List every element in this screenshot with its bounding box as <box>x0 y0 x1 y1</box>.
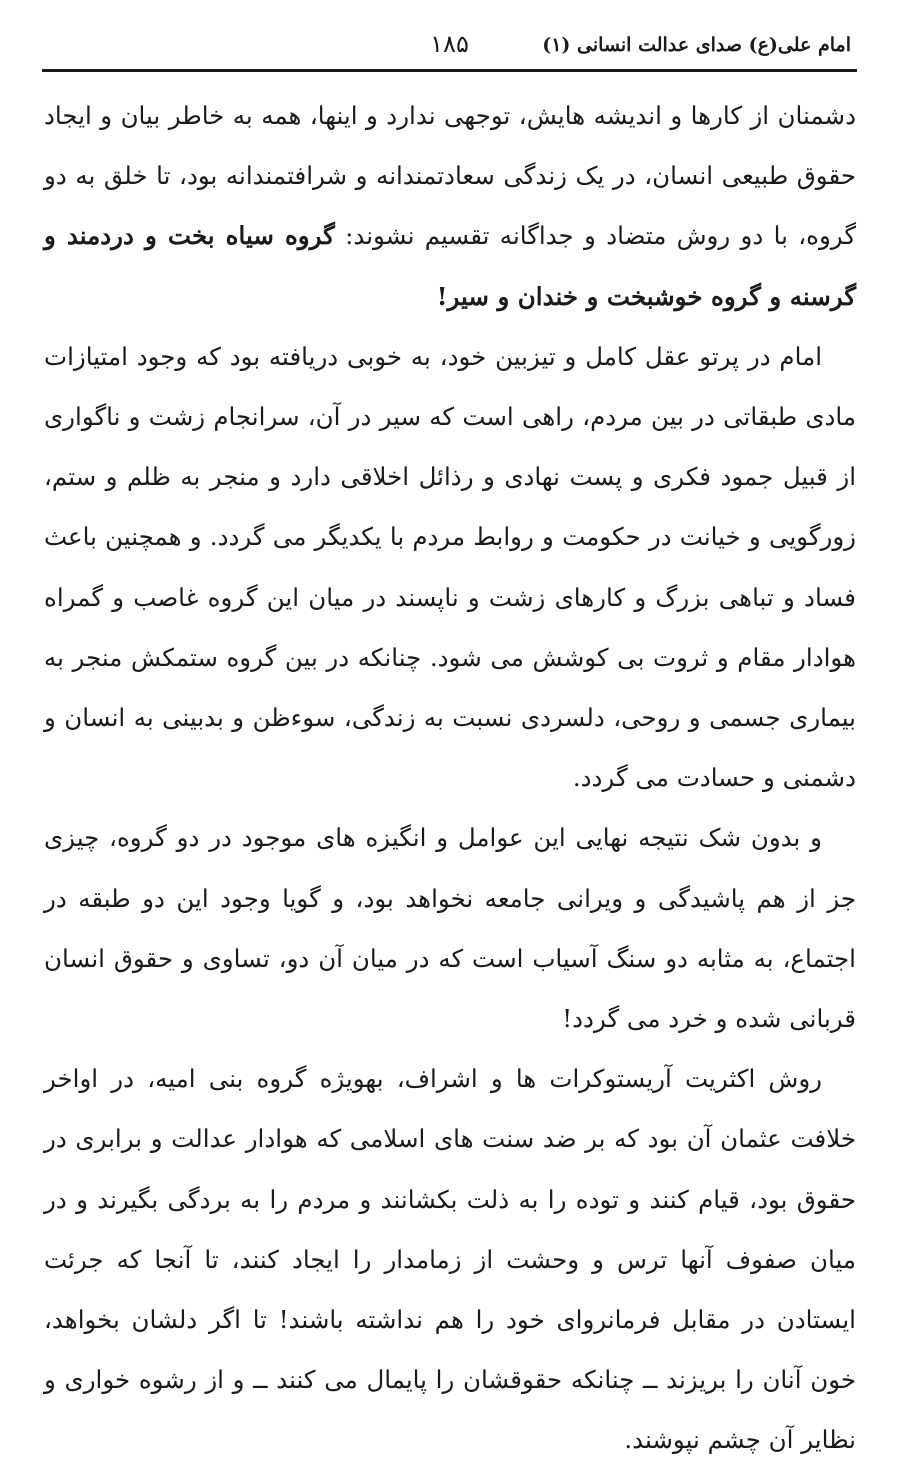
paragraph-1 <box>44 86 856 327</box>
paragraph-2: امام در پرتو عقل کامل و تیزبین خود، به خوبی دریافته بود که وجود امتیازات مادی طبقاتی در بین مردم، راهی است که سیر در آن، سرانجام زشت و ناگواری از قبیل جمود فکری و پست نهادی و رذائل اخلاقی دارد و منجر به ظلم و ستم، زورگویی و خیانت در حکومت و روابط مردم با یکدیگر می گردد. و همچنین باعث فساد و تباهی بزرگ و کارهای زشت و ناپسند در میان این گروه غاصب و گمراه هوادار مقام و ثروت بی کوشش می شود. چنانکه در بین گروه ستمکش منجر به بیماری جسمی و روحی، دلسردی نسبت به زندگی، سوءظن و بدبینی به انسان و دشمنی و حسادت می گردد. <box>44 341 856 793</box>
running-header <box>42 30 857 72</box>
paragraph-3: و بدون شک نتیجه نهایی این عوامل و انگیزه های موجود در دو گروه، چیزی جز از هم پاشیدگی و ویرانی جامعه نخواهد بود، و گویا وجود این دو طبقه در اجتماع، به مثابه دو سنگ آسیاب است که در میان آن دو، تساوی و حقوق انسان قربانی شده و خرد می گردد! <box>44 823 856 1034</box>
paragraph-1-text: دشمنان از کارها و اندیشه هایش، توجهی ندارد و اینها، همه به خاطر بیان و ایجاد حقوق طبیعی انسان، در یک زندگی سعادتمندانه و شرافتمندانه بود، تا خلق به دو گروه، با دو روش متضاد و جداگانه تقسیم نشوند: <box>44 101 856 251</box>
paragraph-1-bold-text: گروه سیاه بخت و دردمند و گرسنه و گروه خوشبخت و خندان و سیر! <box>44 221 856 311</box>
running-header-title: امام علی(ع) صدای عدالت انسانی (۱) <box>542 34 851 56</box>
page-number: ۱۸۵ <box>430 30 469 58</box>
paragraph-4: روش اکثریت آریستوکرات ها و اشراف، بهویژه گروه بنی امیه، در اواخر خلافت عثمان آن بود که بر ضد سنت های اسلامی که هوادار عدالت و برابری در حقوق بود، قیام کنند و توده را به ذلت بکشانند و مردم را به بردگی بگیرند و در میان صفوف آنها ترس و وحشت از زمامدار را ایجاد کنند، تا آنجا که جرئت ایستادن در مقابل فرمانروای خود را هم نداشته باشند! تا اگر دلشان بخواهد، خون آنان را بریزند ــ چنانکه حقوقشان را پایمال می کنند ــ و از رشوه خواری و نظایر آن چشم نپوشند. <box>44 1064 856 1455</box>
body-text <box>44 86 856 1471</box>
